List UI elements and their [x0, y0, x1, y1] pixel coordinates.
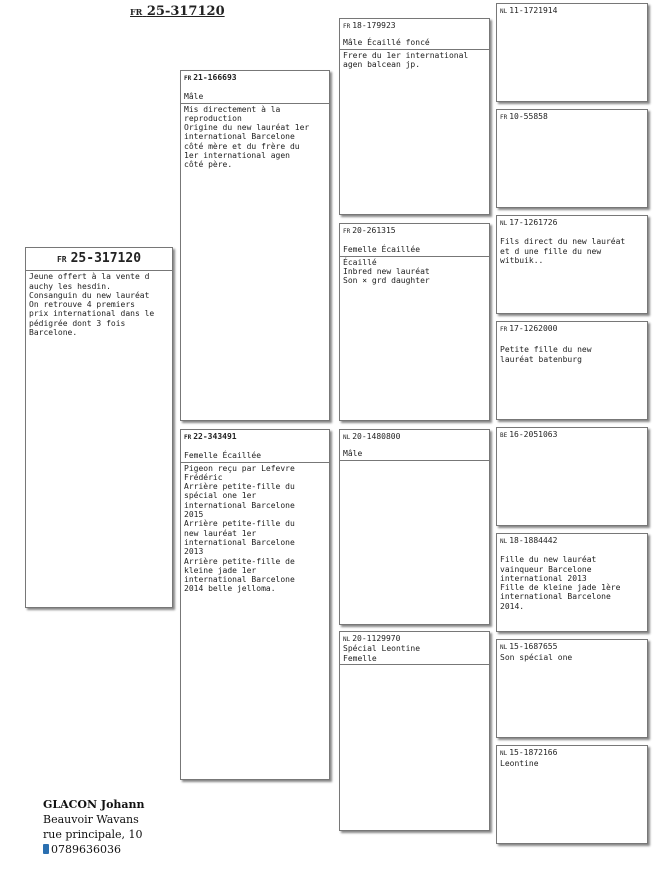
dam-country: FR: [184, 434, 192, 441]
ggp-1-ring: [500, 6, 644, 16]
dam-ring-number: 22-343491: [193, 432, 237, 441]
subject-ring: [26, 250, 172, 271]
ggp-8-ring-number: 15-1872166: [509, 748, 558, 757]
ggp-2-ring: [500, 112, 644, 122]
ggp-card-8: [496, 745, 648, 844]
ggp-card-3: [496, 215, 648, 314]
subject-note: Jeune offert à la vente d auchy les hesdin. Consanguin du new lauréat On retrouve 4 premiers prix international dans le pédigrée dont 3 fois Barcelone.: [29, 272, 155, 338]
ggp-6-ring-number: 18-1884442: [509, 536, 558, 545]
sire-ring-number: 21-166693: [193, 73, 237, 82]
ggp-7-ring: [500, 642, 644, 652]
sire-sire-card: [339, 18, 490, 215]
phone-icon: [43, 844, 49, 854]
ggp-card-2: [496, 109, 648, 208]
sire-dam-country: FR: [343, 228, 351, 235]
sire-sex: Mâle: [181, 92, 329, 103]
ggp-card-6: [496, 533, 648, 632]
ggp-4-country: FR: [500, 326, 508, 333]
dam-dam-ring: [343, 634, 486, 644]
owner-phone: 0789636036: [51, 843, 121, 856]
ggp-card-7: [496, 639, 648, 738]
ggp-1-country: NL: [500, 8, 508, 15]
sire-dam-note: Écaillé Inbred new lauréat Son × grd daughter: [343, 257, 430, 286]
ggp-card-1: [496, 3, 648, 102]
ggp-2-ring-number: 10-55858: [509, 112, 548, 121]
ggp-4-ring-number: 17-1262000: [509, 324, 558, 333]
dam-sire-card: [339, 429, 490, 625]
ggp-4-ring: [500, 324, 644, 334]
dam-sire-ring: [343, 432, 486, 442]
title-ring: 25-317120: [146, 4, 225, 19]
ggp-6-country: NL: [500, 538, 508, 545]
ggp-3-ring-number: 17-1261726: [509, 218, 558, 227]
ggp-8-note: Leontine: [500, 759, 539, 769]
sire-sire-ring-number: 18-179923: [352, 21, 396, 30]
sire-dam-ring-number: 20-261315: [352, 226, 396, 235]
sire-sire-sex: Mâle Écaillé foncé: [340, 38, 489, 49]
dam-card: [180, 429, 330, 780]
sire-card: [180, 70, 330, 421]
dam-sire-country: NL: [343, 434, 351, 441]
ggp-8-ring: [500, 748, 644, 758]
ggp-7-note: Son spécial one: [500, 653, 573, 663]
owner-block: [43, 797, 145, 857]
subject-ring-number: 25-317120: [70, 251, 142, 266]
ggp-card-5: [496, 427, 648, 526]
dam-note: Pigeon reçu par Lefevre Frédéric Arrière petite-fille du spécial one 1er international Barcelone 2015 Arrière petite-fille du new lauréat 1er international Barcelone 2013 Arrière petite-fille de kleine jade 1er international Barcelone 2014 belle jelloma.: [184, 463, 295, 594]
dam-dam-country: NL: [343, 636, 351, 643]
ggp-3-ring: [500, 218, 644, 228]
ggp-7-country: NL: [500, 644, 508, 651]
dam-dam-card: [339, 631, 490, 831]
sire-country: FR: [184, 75, 192, 82]
ggp-6-note: Fille du new lauréat vainqueur Barcelone international 2013 Fille de kleine jade 1ère international Barcelone 2014.: [500, 555, 621, 611]
subject-card: [25, 247, 173, 608]
title-country: FR: [130, 7, 143, 17]
owner-phone-row: [43, 842, 145, 857]
sire-dam-sex: Femelle Écaillée: [340, 245, 489, 256]
sire-sire-country: FR: [343, 23, 351, 30]
sire-sire-ring: [343, 21, 486, 31]
ggp-8-country: NL: [500, 750, 508, 757]
dam-sex: Femelle Écaillée: [181, 451, 329, 462]
owner-address-line1: Beauvoir Wavans: [43, 813, 139, 826]
owner-name: GLACON Johann: [43, 798, 145, 811]
dam-dam-sex: Femelle: [340, 654, 489, 665]
ggp-4-note: Petite fille du new lauréat batenburg: [500, 345, 592, 364]
ggp-5-ring-number: 16-2051063: [509, 430, 558, 439]
page-title: [130, 4, 225, 19]
subject-country: FR: [56, 255, 67, 264]
sire-note: Mis directement à la reproduction Origine du new lauréat 1er international Barcelone côté mère et du frère du 1er international agen côté père.: [184, 104, 310, 170]
ggp-1-ring-number: 11-1721914: [509, 6, 558, 15]
ggp-2-country: FR: [500, 114, 508, 121]
sire-ring: [184, 73, 326, 83]
dam-sire-sex: Mâle: [340, 449, 489, 460]
ggp-5-country: BE: [500, 432, 508, 439]
ggp-card-4: [496, 321, 648, 420]
dam-ring: [184, 432, 326, 442]
dam-sire-ring-number: 20-1480800: [352, 432, 401, 441]
ggp-5-ring: [500, 430, 644, 440]
sire-dam-card: [339, 223, 490, 421]
ggp-7-ring-number: 15-1687655: [509, 642, 558, 651]
ggp-3-country: NL: [500, 220, 508, 227]
sire-dam-ring: [343, 226, 486, 236]
dam-dam-ring-number: 20-1129970: [352, 634, 401, 643]
ggp-3-note: Fils direct du new lauréat et d une fille du new witbuik..: [500, 237, 626, 265]
sire-sire-note: Frere du 1er international agen balcean jp.: [343, 50, 469, 69]
owner-address-line2: rue principale, 10: [43, 828, 143, 841]
dam-dam-name: Spécial Leontine: [343, 644, 421, 654]
ggp-6-ring: [500, 536, 644, 546]
